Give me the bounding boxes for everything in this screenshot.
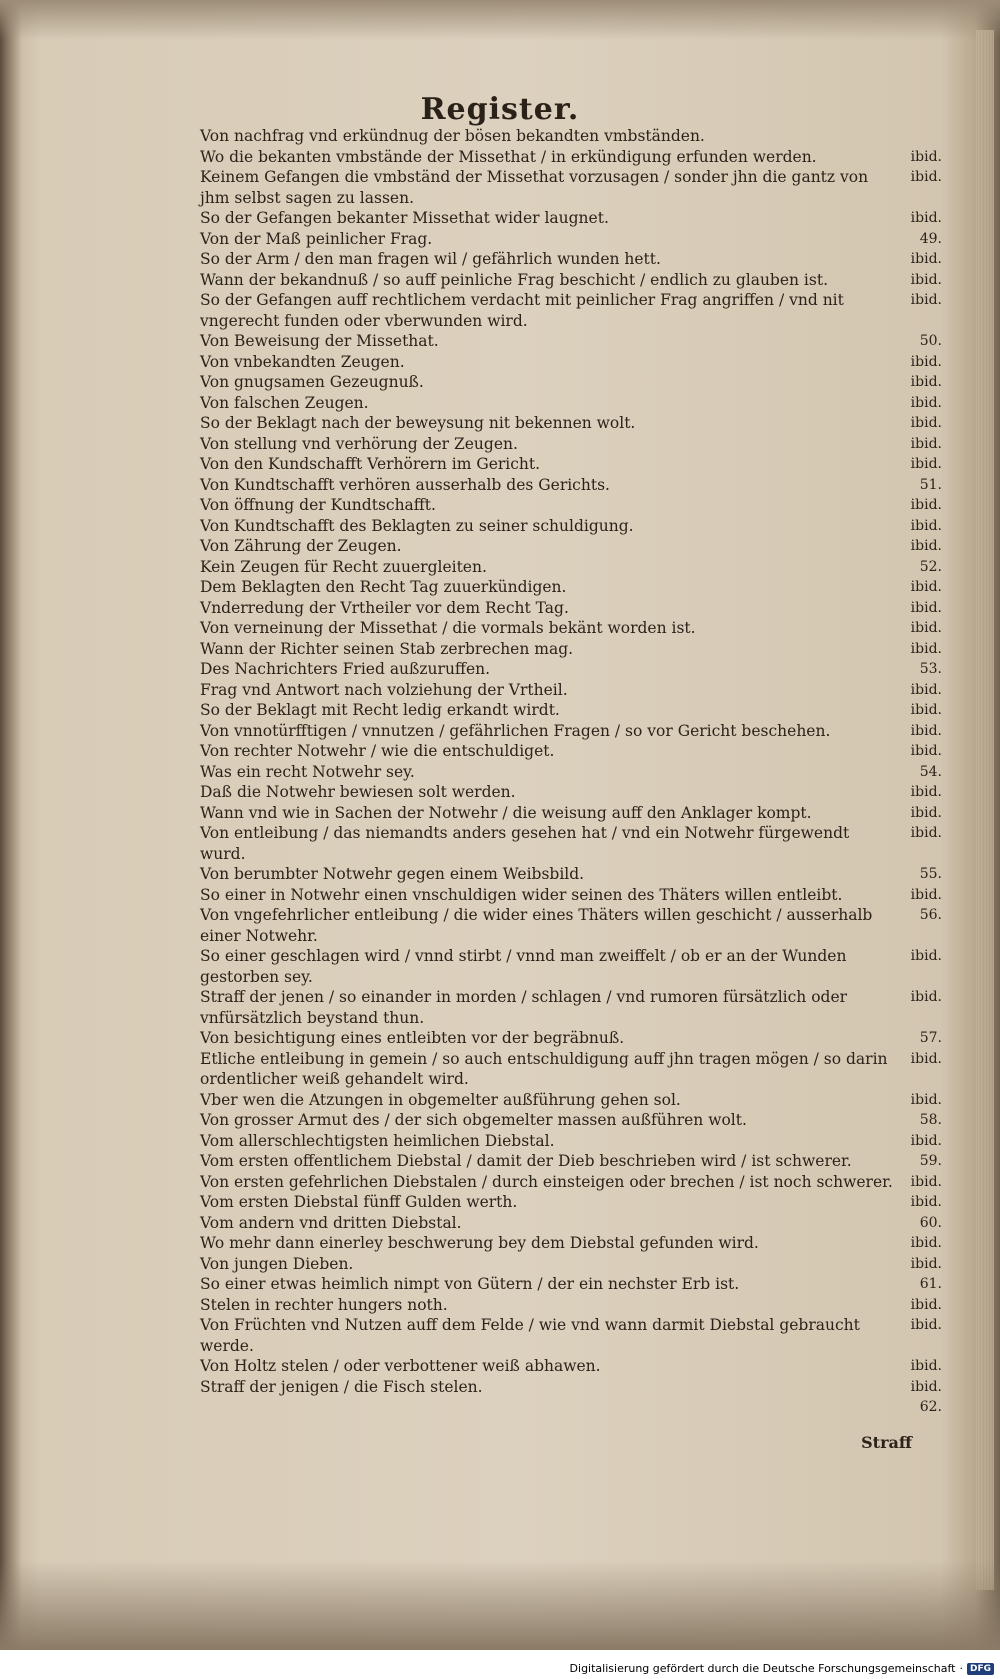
entry-page-ref: ibid. — [910, 251, 942, 267]
register-entry — [200, 1377, 942, 1398]
entry-page-ref: ibid. — [910, 292, 942, 308]
register-entry — [200, 1397, 942, 1418]
entry-page-ref: ibid. — [910, 784, 942, 800]
entry-page-ref: 56. — [919, 907, 942, 923]
entry-text: Straff der jenen / so einander in morden / schlagen / vnd rumoren fürsätzlich oder vnfürsätzlich beystand thun. — [200, 988, 848, 1027]
entry-text: Von Kundtschafft verhören ausserhalb des Gerichts. — [200, 475, 610, 494]
entry-text: Von falschen Zeugen. — [200, 393, 369, 412]
entry-page-ref: ibid. — [910, 886, 942, 903]
register-entry — [200, 352, 942, 373]
entry-text: Von ersten gefehrlichen Diebstalen / durch einsteigen oder brechen / ist noch schwerer. — [200, 1172, 893, 1191]
register-entry — [200, 987, 942, 1028]
entry-page-ref: ibid. — [910, 948, 942, 964]
register-entry — [200, 557, 942, 578]
entry-page-ref: ibid. — [910, 148, 942, 165]
entry-page-ref: ibid. — [910, 1235, 942, 1251]
entry-text: Von öffnung der Kundtschafft. — [200, 496, 436, 514]
entry-page-ref: ibid. — [910, 804, 942, 821]
page-heading: Register. — [420, 92, 580, 127]
footer-text: Digitalisierung gefördert durch die Deutsche Forschungsgemeinschaft — [569, 1662, 956, 1675]
entry-page-ref: ibid. — [910, 1358, 942, 1374]
register-entry — [200, 413, 942, 434]
entry-text: Wo die bekanten vmbstände der Missethat / in erkündigung erfunden werden. — [200, 147, 817, 166]
entry-page-ref: ibid. — [910, 825, 942, 841]
entry-page-ref: ibid. — [910, 538, 942, 554]
entry-page-ref: ibid. — [910, 1255, 942, 1272]
entry-text: Von verneinung der Missethat / die vormals bekänt worden ist. — [200, 619, 696, 637]
entry-text: Von vngefehrlicher entleibung / die wider eines Thäters willen geschicht / ausserhalb einer Notwehr. — [200, 906, 873, 945]
entry-page-ref: ibid. — [910, 1050, 942, 1067]
entry-page-ref: 58. — [919, 1112, 942, 1128]
register-entry — [200, 270, 942, 291]
entry-text: Von Früchten vnd Nutzen auff dem Felde / wie vnd wann darmit Diebstal gebraucht werde. — [200, 1316, 860, 1355]
page-edge — [976, 30, 994, 1590]
register-entry — [200, 639, 942, 660]
entry-text: Von Beweisung der Missethat. — [200, 332, 439, 350]
register-entry — [200, 1213, 942, 1234]
register-entry — [200, 803, 942, 824]
entry-text: Von Kundtschafft des Beklagten zu seiner schuldigung. — [200, 516, 634, 535]
register-entry — [200, 1192, 942, 1213]
register-entry — [200, 741, 942, 762]
entry-text: Straff der jenigen / die Fisch stelen. — [200, 1377, 483, 1396]
entry-page-ref: ibid. — [910, 1132, 942, 1149]
register-entry — [200, 1254, 942, 1275]
entry-page-ref: ibid. — [910, 456, 942, 472]
register-entry — [200, 147, 942, 168]
register-entry — [200, 495, 942, 516]
entry-text: Vom ersten offentlichem Diebstal / damit der Dieb beschrieben wird / ist schwerer. — [200, 1152, 852, 1170]
entry-text: Von Zährung der Zeugen. — [200, 537, 402, 555]
entry-page-ref: 52. — [919, 558, 942, 575]
register-entry — [200, 680, 942, 701]
entry-text: Von besichtigung eines entleibten vor der begräbnuß. — [200, 1029, 625, 1047]
register-entry — [200, 208, 942, 229]
register-entry — [200, 290, 942, 331]
entry-page-ref: ibid. — [910, 517, 942, 534]
register-entry — [200, 229, 942, 250]
register-entry — [200, 885, 942, 906]
entry-page-ref: ibid. — [910, 1091, 942, 1108]
entry-page-ref: ibid. — [910, 271, 942, 288]
entry-text: Von grosser Armut des / der sich obgemelter massen außführen wolt. — [200, 1111, 747, 1129]
register-entry — [200, 823, 942, 864]
register-entry — [200, 126, 942, 147]
entry-text: Von rechter Notwehr / wie die entschuldiget. — [200, 742, 555, 760]
entry-text: Wann der bekandnuß / so auff peinliche Frag beschicht / endlich zu glauben ist. — [200, 270, 828, 289]
entry-text: Vom andern vnd dritten Diebstal. — [200, 1213, 462, 1232]
register-entry — [200, 1315, 942, 1356]
entry-page-ref: ibid. — [910, 640, 942, 657]
entry-page-ref: ibid. — [910, 989, 942, 1005]
entry-text: So der Beklagt nach der beweysung nit bekennen wolt. — [200, 414, 636, 432]
entry-page-ref: ibid. — [910, 722, 942, 739]
catchword: Straff — [861, 1433, 912, 1452]
register-entry — [200, 1110, 942, 1131]
entry-page-ref: ibid. — [910, 1378, 942, 1395]
register-entry — [200, 516, 942, 537]
register-entry — [200, 434, 942, 455]
entry-page-ref: ibid. — [910, 497, 942, 513]
entry-text: Was ein recht Notwehr sey. — [200, 762, 415, 781]
register-entry — [200, 577, 942, 598]
register-entry — [200, 1151, 942, 1172]
entry-page-ref: ibid. — [910, 620, 942, 636]
entry-text: Vber wen die Atzungen in obgemelter außführung gehen sol. — [200, 1090, 681, 1109]
register-entry — [200, 1295, 942, 1316]
register-entry — [200, 393, 942, 414]
entry-page-ref: ibid. — [910, 579, 942, 595]
register-entry — [200, 1356, 942, 1377]
entry-page-ref: ibid. — [910, 1194, 942, 1210]
entry-text: So einer geschlagen wird / vnnd stirbt / vnnd man zweiffelt / ob er an der Wunden gestorben sey. — [200, 947, 847, 986]
entry-text: Vom allerschlechtigsten heimlichen Diebstal. — [200, 1131, 555, 1150]
entry-text: Stelen in rechter hungers noth. — [200, 1295, 448, 1314]
register-entry — [200, 249, 942, 270]
entry-page-ref: ibid. — [910, 1173, 942, 1190]
entry-page-ref: 60. — [919, 1214, 942, 1231]
register-entry — [200, 864, 942, 885]
entry-text: So der Gefangen auff rechtlichem verdacht mit peinlicher Frag angriffen / vnd nit vngerecht funden oder vberwunden wird. — [200, 291, 844, 330]
entry-page-ref: ibid. — [910, 210, 942, 226]
entry-page-ref: ibid. — [910, 169, 942, 185]
entry-page-ref: 50. — [919, 333, 942, 349]
entry-page-ref: ibid. — [910, 353, 942, 370]
entry-text: Etliche entleibung in gemein / so auch entschuldigung auff jhn tragen mögen / so darin ordentlicher weiß gehandelt wird. — [200, 1049, 888, 1088]
entry-text: Von nachfrag vnd erkündnug der bösen bekandten vmbständen. — [200, 127, 705, 145]
entry-text: Vnderredung der Vrtheiler vor dem Recht Tag. — [200, 598, 569, 617]
entry-page-ref: ibid. — [910, 1296, 942, 1313]
footer-credit — [570, 1662, 994, 1675]
entry-text: Dem Beklagten den Recht Tag zuuerkündigen. — [200, 578, 567, 596]
entry-text: So der Beklagt mit Recht ledig erkandt wirdt. — [200, 701, 560, 719]
entry-page-ref: ibid. — [910, 702, 942, 718]
entry-page-ref: 62. — [919, 1399, 942, 1415]
entry-page-ref: 51. — [919, 476, 942, 493]
entry-page-ref: 55. — [919, 866, 942, 882]
entry-page-ref: ibid. — [910, 435, 942, 452]
entry-page-ref: 61. — [919, 1276, 942, 1292]
entry-text: So einer etwas heimlich nimpt von Gütern / der ein nechster Erb ist. — [200, 1275, 740, 1293]
register-entry — [200, 454, 942, 475]
register-entry — [200, 1233, 942, 1254]
entry-page-ref: 54. — [919, 763, 942, 780]
register-entry — [200, 1172, 942, 1193]
register-entry — [200, 700, 942, 721]
entry-text: So der Arm / den man fragen wil / gefährlich wunden hett. — [200, 250, 661, 268]
register-entry — [200, 618, 942, 639]
entry-page-ref: 53. — [919, 661, 942, 677]
entry-page-ref: ibid. — [910, 743, 942, 759]
register-entry — [200, 372, 942, 393]
entry-text: Wann der Richter seinen Stab zerbrechen mag. — [200, 639, 574, 658]
entry-text: Wo mehr dann einerley beschwerung bey dem Diebstal gefunden wird. — [200, 1234, 759, 1252]
entry-text: So einer in Notwehr einen vnschuldigen wider seinen des Thäters willen entleibt. — [200, 885, 843, 904]
entry-text: Frag vnd Antwort nach volziehung der Vrtheil. — [200, 680, 568, 699]
entry-page-ref: 59. — [919, 1153, 942, 1169]
entry-page-ref: ibid. — [910, 1317, 942, 1333]
entry-text: Des Nachrichters Fried außzuruffen. — [200, 660, 491, 678]
register-entry — [200, 905, 942, 946]
register-entry — [200, 946, 942, 987]
register-entry — [200, 475, 942, 496]
entry-text: Keinem Gefangen die vmbständ der Missethat vorzusagen / sonder jhn die gantz von jhm selbst sagen zu lassen. — [200, 168, 869, 207]
register-entry — [200, 782, 942, 803]
entry-text: Von vnbekandten Zeugen. — [200, 352, 405, 371]
entry-text: So der Gefangen bekanter Missethat wider laugnet. — [200, 209, 609, 227]
entry-text: Kein Zeugen für Recht zuuergleiten. — [200, 557, 487, 576]
register-entry — [200, 331, 942, 352]
entry-page-ref: 57. — [919, 1030, 942, 1046]
entry-text: Von den Kundschafft Verhörern im Gericht. — [200, 455, 541, 473]
entry-text: Von gnugsamen Gezeugnuß. — [200, 373, 424, 391]
register-entries — [200, 126, 942, 1418]
footer-separator: · — [959, 1662, 963, 1675]
entry-page-ref: ibid. — [910, 599, 942, 616]
register-entry — [200, 167, 942, 208]
entry-text: Von entleibung / das niemandts anders gesehen hat / vnd ein Notwehr fürgewendt wurd. — [200, 824, 850, 863]
entry-page-ref: ibid. — [910, 415, 942, 431]
entry-text: Vom ersten Diebstal fünff Gulden werth. — [200, 1193, 518, 1211]
register-entry — [200, 1090, 942, 1111]
entry-text: Wann vnd wie in Sachen der Notwehr / die weisung auff den Anklager kompt. — [200, 803, 812, 822]
register-entry — [200, 1049, 942, 1090]
entry-text: Von berumbter Notwehr gegen einem Weibsbild. — [200, 865, 585, 883]
entry-page-ref: ibid. — [910, 394, 942, 411]
entry-text: Von vnnotürfftigen / vnnutzen / gefährlichen Fragen / so vor Gericht beschehen. — [200, 721, 831, 740]
register-entry — [200, 598, 942, 619]
dfg-logo: DFG — [967, 1663, 994, 1675]
entry-text: Von jungen Dieben. — [200, 1254, 354, 1273]
entry-page-ref: ibid. — [910, 374, 942, 390]
entry-page-ref: ibid. — [910, 681, 942, 698]
register-entry — [200, 721, 942, 742]
entry-text: Von der Maß peinlicher Frag. — [200, 229, 433, 248]
register-entry — [200, 1131, 942, 1152]
entry-page-ref: 49. — [919, 230, 942, 247]
register-entry — [200, 762, 942, 783]
register-entry — [200, 1274, 942, 1295]
register-entry — [200, 1028, 942, 1049]
register-entry — [200, 536, 942, 557]
register-entry — [200, 659, 942, 680]
entry-text: Von Holtz stelen / oder verbottener weiß abhawen. — [200, 1357, 601, 1375]
entry-text: Von stellung vnd verhörung der Zeugen. — [200, 434, 518, 453]
entry-text: Daß die Notwehr bewiesen solt werden. — [200, 783, 516, 801]
